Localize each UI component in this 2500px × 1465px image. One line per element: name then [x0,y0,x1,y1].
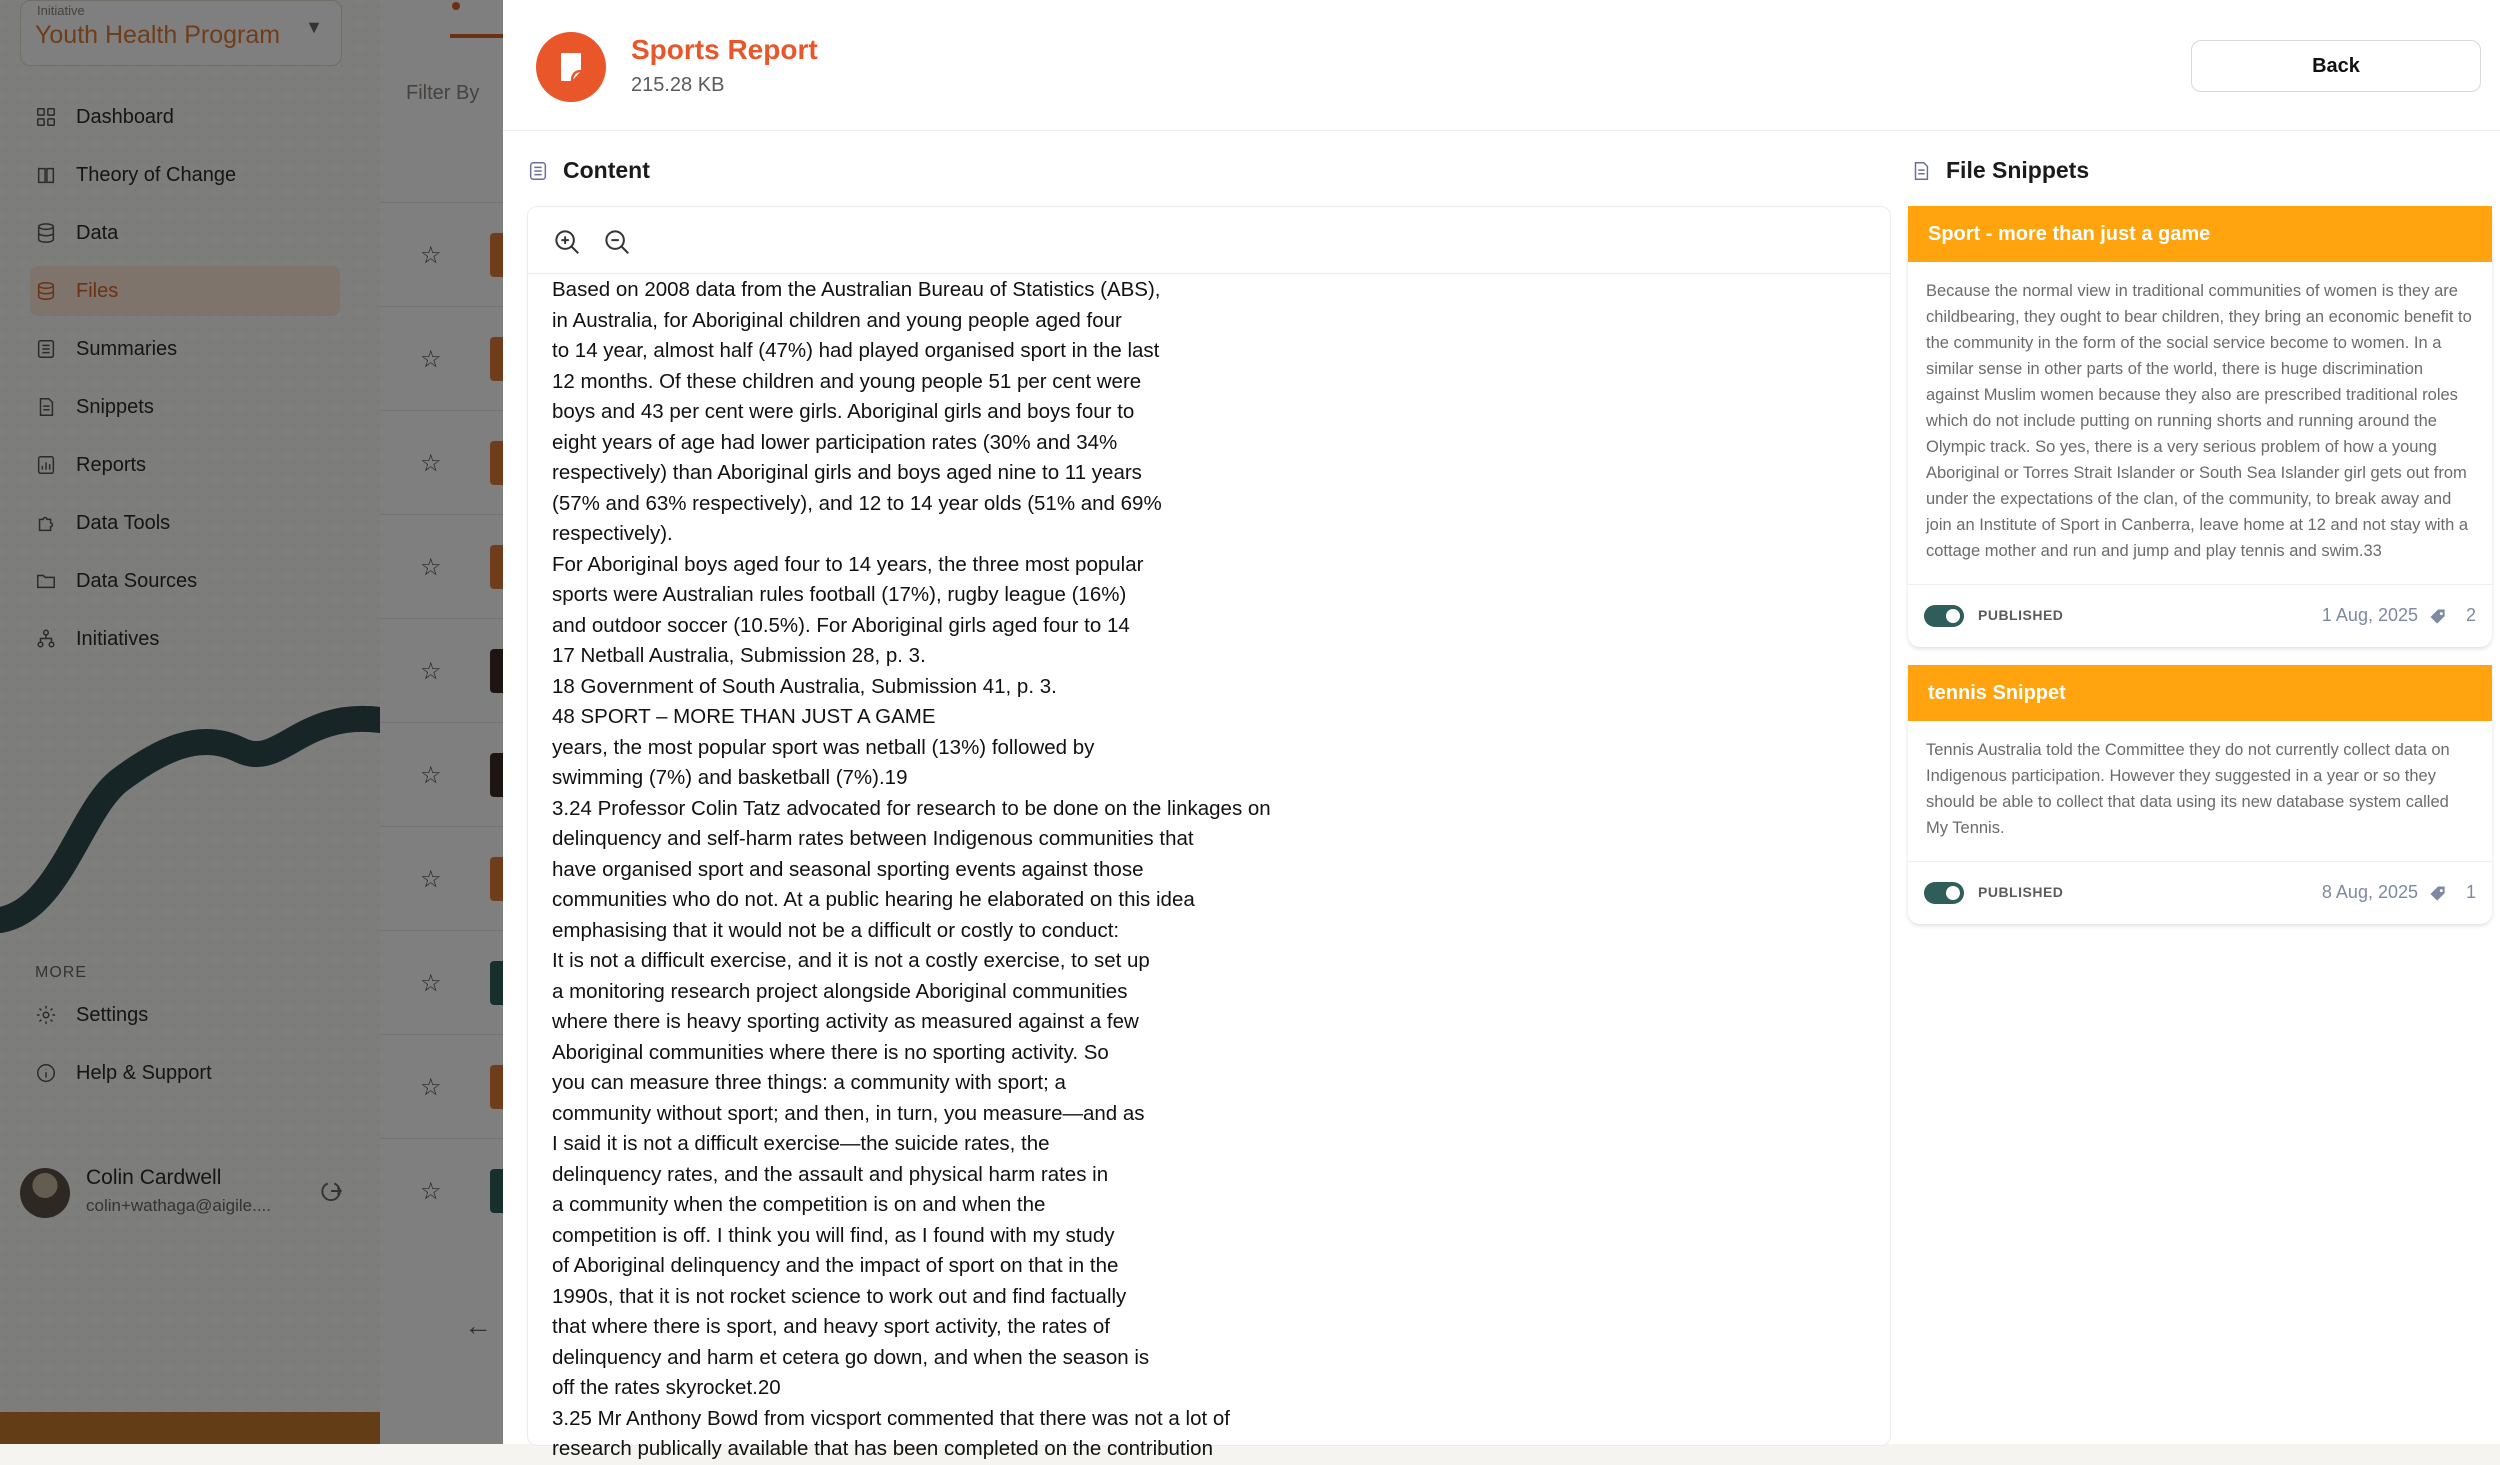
back-button[interactable]: Back [2191,40,2481,92]
document-line: For Aboriginal boys aged four to 14 years, the three most popular [552,552,1144,576]
document-line: It is not a difficult exercise, and it is not a costly exercise, to set up [552,949,1150,972]
zoom-in-icon [552,227,582,257]
publish-toggle[interactable] [1924,882,1964,904]
snippet-title: tennis Snippet [1908,665,2492,721]
document-line: research publically available that has been completed on the contribution [552,1437,1213,1460]
document-text [552,275,1852,1465]
document-line: respectively). [552,522,673,545]
document-line: 48 SPORT – MORE THAN JUST A GAME [552,705,936,728]
document-line: delinquency rates, and the assault and physical harm rates in [552,1162,1109,1186]
file-detail-panel [503,0,2500,1460]
document-line: boys and 43 per cent were girls. Aboriginal girls and boys four to [552,400,1135,423]
document-line: delinquency and harm et cetera go down, and when the season is [552,1345,1150,1369]
status-badge: PUBLISHED [1978,607,2064,623]
document-line: where there is heavy sporting activity as measured against a few [552,1010,1139,1033]
snippet-date: 1 Aug, 2025 [2321,605,2418,625]
document-line: swimming (7%) and basketball (7%).19 [552,766,908,789]
document-line: community without sport; and then, in turn, you measure—and as [552,1101,1145,1125]
file-text-icon [1910,160,1932,182]
status-badge: PUBLISHED [1978,884,2064,900]
document-line: respectively) than Aboriginal girls and boys aged nine to 11 years [552,461,1142,484]
document-line: sports were Australian rules football (17%), rugby league (16%) [552,583,1127,606]
snippets-title: File Snippets [1946,157,2090,183]
content-viewer[interactable] [527,206,1891,1460]
document-line: and outdoor soccer (10.5%). For Aboriginal girls aged four to 14 [552,613,1130,637]
zoom-out-icon [602,227,632,257]
document-line: off the rates skyrocket.20 [552,1376,781,1399]
snippets-section-title [1910,157,2089,184]
file-badge [536,32,606,102]
publish-toggle[interactable] [1924,605,1964,627]
snippet-card[interactable] [1908,206,2492,647]
content-section-title [527,157,650,184]
snippet-footer [1908,584,2492,647]
zoom-in-button[interactable] [550,225,584,259]
document-line: delinquency and self-harm rates between Indigenous communities that [552,827,1194,850]
document-line: that where there is sport, and heavy sport activity, the rates of [552,1315,1110,1338]
document-line: competition is off. I think you will find, as I found with my study [552,1223,1115,1247]
content-title: Content [563,157,650,183]
document-line: years, the most popular sport was netball (13%) followed by [552,735,1095,759]
document-line: 18 Government of South Australia, Submission 41, p. 3. [552,674,1057,698]
document-line: 17 Netball Australia, Submission 28, p. 3. [552,644,926,667]
zoom-out-button[interactable] [600,225,634,259]
document-line: a monitoring research project alongside Aboriginal communities [552,979,1128,1003]
file-title: Sports Report [631,34,818,65]
snippet-body: Because the normal view in traditional communities of women is they are childbearing, they ought to bear children, they bring an economic benefit to the community in the form of the social service become to women. In a similar sense in other parts of the world, there is huge discrimination against Muslim women because they also are prescribed traditional roles which do not include putting on running shorts and running around the Olympic track. So yes, there is a very serious problem of how a young Aboriginal or Torres Strait Islander or South Sea Islander girl gets out from under the expectations of the clan, of the community, to break away and join an Institute of Sport in Canberra, leave home at 12 and not stay with a cottage mother and run and jump and play tennis and swim.33 [1926,282,2472,560]
document-line: emphasising that it would not be a difficult or costly to conduct: [552,918,1120,942]
document-line: 3.24 Professor Colin Tatz advocated for research to be done on the linkages on [552,796,1271,820]
document-line: 12 months. Of these children and young people 51 per cent were [552,369,1142,393]
document-line: of Aboriginal delinquency and the impact of sport on that in the [552,1254,1119,1277]
document-line: eight years of age had lower participation rates (30% and 34% [552,430,1118,454]
document-line: Based on 2008 data from the Australian Bureau of Statistics (ABS), [552,278,1161,301]
document-line: to 14 year, almost half (47%) had played organised sport in the last [552,339,1160,362]
document-line: communities who do not. At a public hearing he elaborated on this idea [552,888,1195,911]
document-line: you can measure three things: a community with sport; a [552,1071,1066,1094]
snippet-title: Sport - more than just a game [1908,206,2492,262]
snippet-body: Tennis Australia told the Committee they do not currently collect data on Indigenous participation. However they suggested in a year or so they should be able to collect that data using its new database system called My Tennis. [1926,741,2450,837]
tag-icon [2428,884,2448,904]
document-line: a community when the competition is on and when the [552,1193,1046,1216]
snippet-footer [1908,861,2492,924]
modal-backdrop[interactable] [0,0,520,1444]
snippets-list [1908,206,2492,942]
file-size: 215.28 KB [631,74,725,96]
tag-icon [2428,607,2448,627]
viewer-toolbar [528,207,1890,274]
tag-count: 1 [2465,882,2476,902]
panel-header [503,0,2500,131]
document-line: (57% and 63% respectively), and 12 to 14 year olds (51% and 69% [552,491,1162,515]
document-line: in Australia, for Aboriginal children and young people aged four [552,308,1122,332]
document-line: have organised sport and seasonal sporting events against those [552,857,1144,881]
snippet-card[interactable] [1908,665,2492,924]
file-icon [556,50,586,84]
document-line: I said it is not a difficult exercise—the suicide rates, the [552,1132,1050,1155]
tag-count: 2 [2465,605,2476,625]
document-line: Aboriginal communities where there is no sporting activity. So [552,1040,1109,1064]
document-line: 1990s, that it is not rocket science to work out and find factually [552,1284,1127,1308]
document-list-icon [527,160,549,182]
snippet-date: 8 Aug, 2025 [2321,882,2418,902]
document-line: 3.25 Mr Anthony Bowd from vicsport commented that there was not a lot of [552,1406,1230,1430]
